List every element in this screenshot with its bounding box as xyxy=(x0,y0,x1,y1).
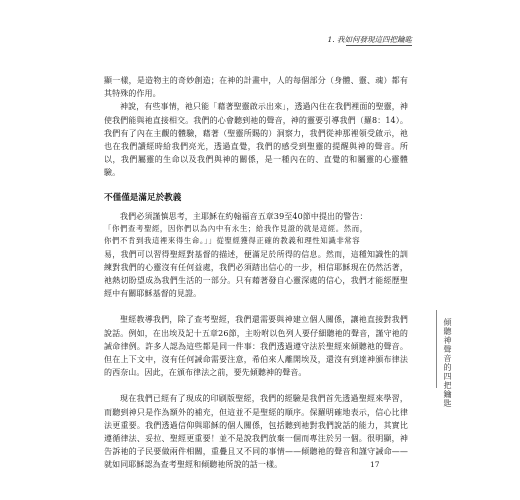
paragraph: 聖經教導我們，除了查考聖經，我們還需要與神建立個人關係，讓祂直接對我們說話。例如，在出埃及記十五章26節，主吩咐以色列人要仔細聽祂的聲音，謹守祂的誡命律例。許多人認為這些都是同一件事：我們透過遵守法於聖經來傾聽祂的聲音。但在上下文中，沒有任何誡命需要注意，希伯來人離開埃及，還沒有到達神頒布律法的西奈山。因此，在頒布律法之前，要先傾聽神的聲音。 xyxy=(104,315,408,378)
paragraph: 神說，有些事情，祂只能「藉著聖靈啟示出來」，透過內住在我們裡面的聖靈，神使我們能與祂直接相交。我們的心會聽到祂的聲音，神的靈要引導我們（羅8：14）。我們有了內在主觀的體驗，藉著（聖靈所賜的）洞察力，我們從神那裡領受啟示，祂也在我們讀經時給我們亮光，透過直覺，我們的感受到聖靈的提醒與神的聲音。所以，我們屬靈的生命以及我們與神的關係，是一種內在的、直覺的和屬靈的心靈體驗。 xyxy=(104,102,408,178)
paragraph: 現在我們已經有了現成的印刷版聖經，我們的經驗是我們首先透過聖經來學習，而聽到神只是作為額外的補充，但這並不是聖經的順序。保羅明確地表示，信心比律法更重要。我們透過信仰與耶穌的個人關係，包括聽到祂對我們說話的能力，其實比遵循律法、妥拉、聖經更重要！並不是說我們放棄一個而專注於另一個。很明顯，神告訴祂的子民要做兩件相關，重疊且又不同的事情——傾聽祂的聲音和謹守誡命——就如同耶穌認為查考聖經和傾聽祂所說的話一樣。 xyxy=(104,394,408,470)
paragraph: 易，我們可以習得聖經對基督的描述，便滿足於所得的信息。然而，這種知識性的訓練對我們的心靈沒有任何益處，我們必須踏出信心的一步，相信耶穌現在仍然活著，祂熱切盼望成為我們生活的一部分。只有藉著發自心靈深處的信心，我們才能經歷聖經中有關耶穌基督的見證。 xyxy=(104,249,408,299)
running-head-rule xyxy=(346,45,412,46)
scripture-quote-line: 你們不肯到我這裡來得生命。」」從聖經獲得正確的教義和理性知識非常容 xyxy=(104,236,361,246)
book-side-title: 傾聽神聲音的四把鑰匙 xyxy=(443,318,452,408)
paragraph: 我們必須謹慎思考，主耶穌在約翰福音五章39至40節中提出的警告： xyxy=(120,211,368,221)
paragraph: 顯一樣，是造物主的奇妙創造；在神的計畫中，人的每個部分（身體、靈、魂）都有其特殊的作用。 xyxy=(104,76,408,99)
body-text xyxy=(104,74,408,472)
side-title-rule xyxy=(436,310,437,388)
page-number: 17 xyxy=(370,460,380,469)
running-head: 1. 我如何發現這四把鑰匙 xyxy=(327,35,412,44)
section-heading: 不僅僅是滿足於教義 xyxy=(104,192,182,203)
scripture-quote-line: 「你們查考聖經，因你們以為內中有永生；給我作見證的就是這經。然而， xyxy=(104,223,368,233)
